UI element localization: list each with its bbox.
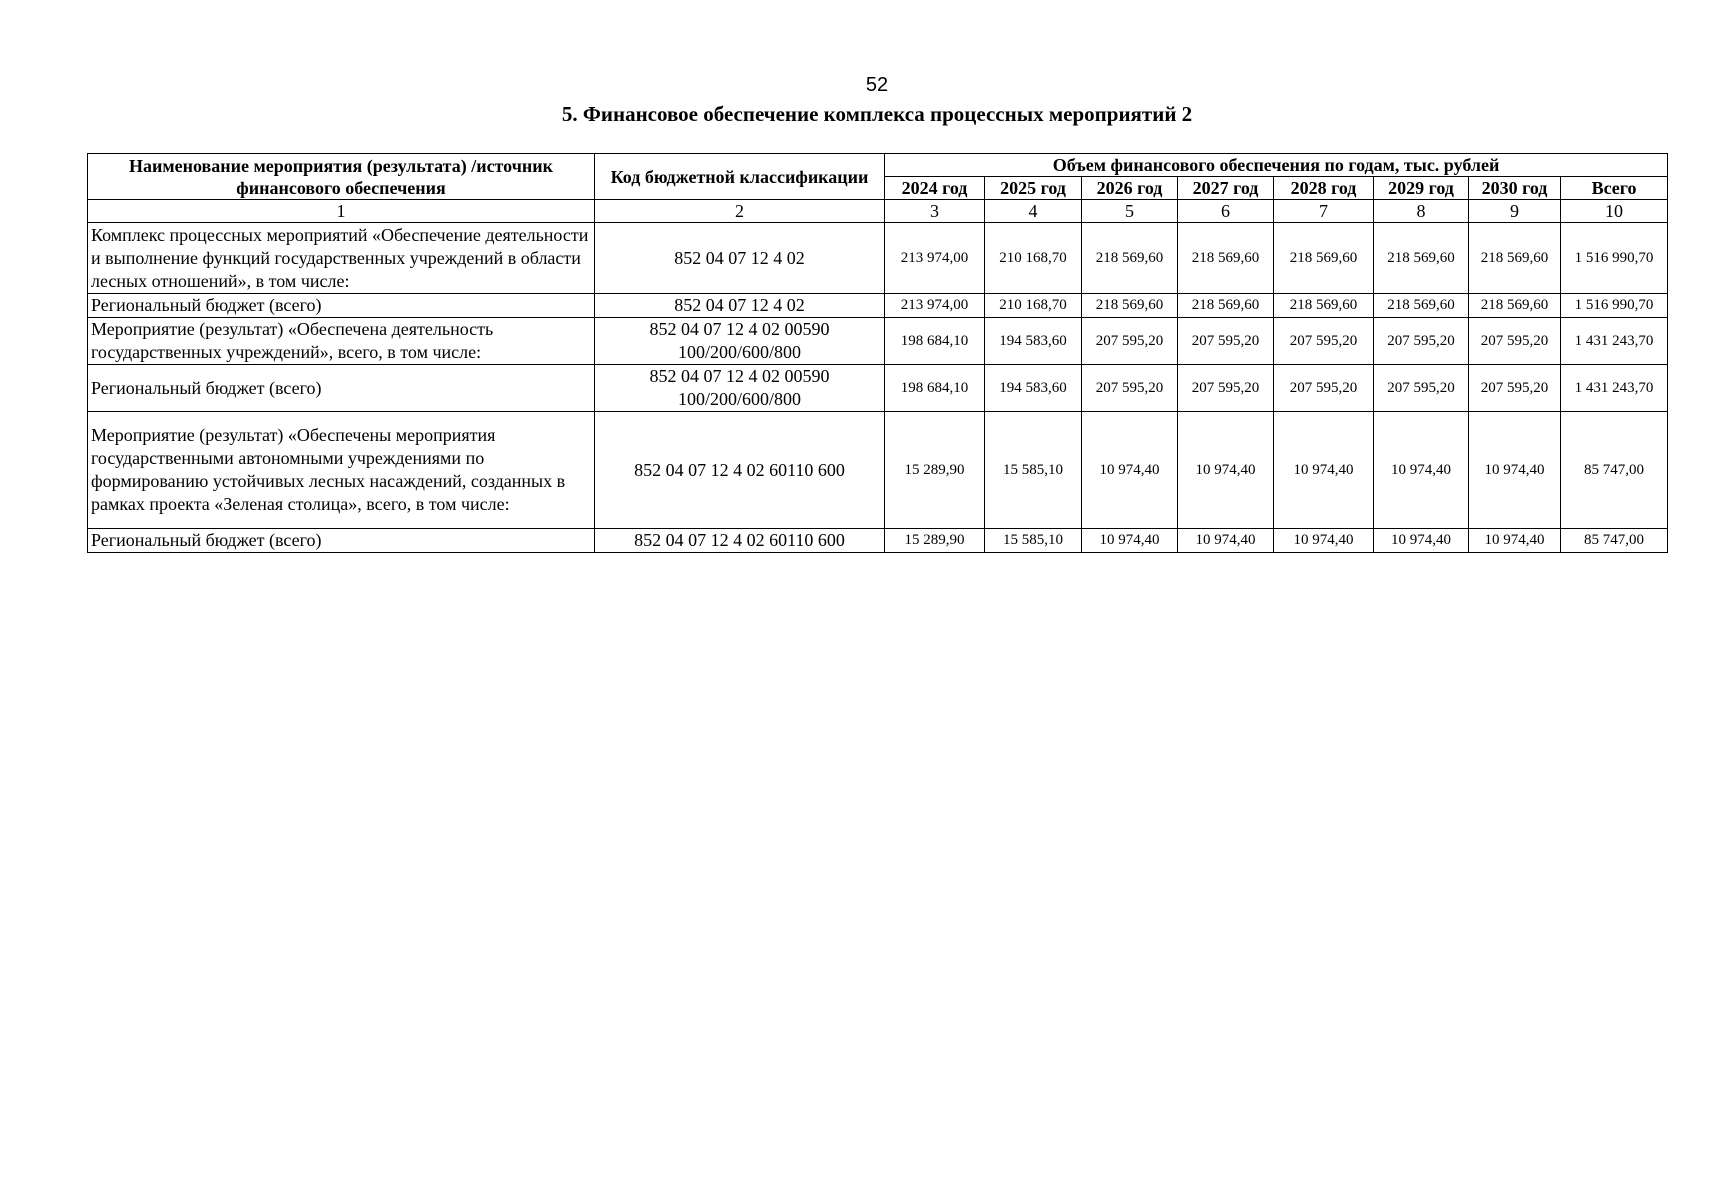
row-code: 852 04 07 12 4 02	[595, 294, 885, 318]
row-value: 218 569,60	[1469, 294, 1561, 318]
row-total: 1 516 990,70	[1561, 223, 1668, 294]
table-row	[88, 223, 1668, 294]
row-value: 10 974,40	[1274, 412, 1374, 529]
row-value: 10 974,40	[1178, 529, 1274, 553]
row-value: 15 289,90	[885, 412, 985, 529]
column-index: 5	[1082, 200, 1178, 223]
header-row-top	[88, 154, 1668, 177]
table-row	[88, 529, 1668, 553]
row-value: 218 569,60	[1374, 223, 1469, 294]
row-value: 207 595,20	[1274, 365, 1374, 412]
row-total: 1 516 990,70	[1561, 294, 1668, 318]
financing-table	[87, 153, 1668, 553]
row-name: Региональный бюджет (всего)	[88, 294, 595, 318]
section-title: 5. Финансовое обеспечение комплекса процессных мероприятий 2	[561, 102, 1193, 126]
column-index: 10	[1561, 200, 1668, 223]
row-value: 198 684,10	[885, 318, 985, 365]
row-code: 852 04 07 12 4 02 00590 100/200/600/800	[595, 365, 885, 412]
column-index: 1	[88, 200, 595, 223]
row-name: Мероприятие (результат) «Обеспечена деятельность государственных учреждений», всего, в том числе:	[88, 318, 595, 365]
row-value: 210 168,70	[985, 294, 1082, 318]
row-value: 207 595,20	[1374, 318, 1469, 365]
column-index: 6	[1178, 200, 1274, 223]
row-value: 207 595,20	[1178, 318, 1274, 365]
row-value: 218 569,60	[1274, 294, 1374, 318]
row-code: 852 04 07 12 4 02 60110 600	[595, 412, 885, 529]
row-value: 10 974,40	[1374, 529, 1469, 553]
row-value: 207 595,20	[1469, 365, 1561, 412]
row-code: 852 04 07 12 4 02 60110 600	[595, 529, 885, 553]
row-value: 10 974,40	[1469, 529, 1561, 553]
header-total: Всего	[1561, 177, 1668, 200]
row-value: 10 974,40	[1274, 529, 1374, 553]
header-year: 2025 год	[985, 177, 1082, 200]
header-year: 2027 год	[1178, 177, 1274, 200]
table-row	[88, 365, 1668, 412]
row-name: Региональный бюджет (всего)	[88, 529, 595, 553]
row-value: 207 595,20	[1178, 365, 1274, 412]
row-value: 10 974,40	[1374, 412, 1469, 529]
header-year: 2029 год	[1374, 177, 1469, 200]
row-name: Комплекс процессных мероприятий «Обеспечение деятельности и выполнение функций государственных учреждений в области лесных отношений», в том числе:	[88, 223, 595, 294]
row-value: 10 974,40	[1082, 412, 1178, 529]
row-total: 1 431 243,70	[1561, 365, 1668, 412]
row-value: 210 168,70	[985, 223, 1082, 294]
row-value: 15 585,10	[985, 412, 1082, 529]
header-year: 2026 год	[1082, 177, 1178, 200]
row-value: 218 569,60	[1082, 294, 1178, 318]
row-name: Региональный бюджет (всего)	[88, 365, 595, 412]
page-number: 52	[865, 74, 889, 96]
row-name: Мероприятие (результат) «Обеспечены мероприятия государственными автономными учреждениями по формированию устойчивых лесных насаждений, созданных в рамках проекта «Зеленая столица», всего, в том числе:	[88, 412, 595, 529]
row-value: 213 974,00	[885, 294, 985, 318]
row-value: 207 595,20	[1469, 318, 1561, 365]
header-year: 2024 год	[885, 177, 985, 200]
row-value: 207 595,20	[1082, 365, 1178, 412]
row-value: 218 569,60	[1374, 294, 1469, 318]
row-value: 218 569,60	[1178, 294, 1274, 318]
row-value: 198 684,10	[885, 365, 985, 412]
row-code: 852 04 07 12 4 02	[595, 223, 885, 294]
header-year: 2030 год	[1469, 177, 1561, 200]
table-row	[88, 294, 1668, 318]
row-value: 10 974,40	[1469, 412, 1561, 529]
table-row	[88, 318, 1668, 365]
column-index: 7	[1274, 200, 1374, 223]
row-total: 85 747,00	[1561, 412, 1668, 529]
row-value: 207 595,20	[1274, 318, 1374, 365]
header-code: Код бюджетной классификации	[595, 154, 885, 200]
row-value: 218 569,60	[1178, 223, 1274, 294]
header-name: Наименование мероприятия (результата) /источник финансового обеспечения	[88, 154, 595, 200]
column-index: 3	[885, 200, 985, 223]
row-value: 15 289,90	[885, 529, 985, 553]
header-volume-group: Объем финансового обеспечения по годам, тыс. рублей	[885, 154, 1668, 177]
row-value: 10 974,40	[1178, 412, 1274, 529]
column-index-row	[88, 200, 1668, 223]
column-index: 9	[1469, 200, 1561, 223]
row-value: 15 585,10	[985, 529, 1082, 553]
row-value: 213 974,00	[885, 223, 985, 294]
row-total: 1 431 243,70	[1561, 318, 1668, 365]
row-value: 194 583,60	[985, 318, 1082, 365]
row-value: 207 595,20	[1082, 318, 1178, 365]
column-index: 2	[595, 200, 885, 223]
row-value: 218 569,60	[1082, 223, 1178, 294]
header-year: 2028 год	[1274, 177, 1374, 200]
row-value: 194 583,60	[985, 365, 1082, 412]
row-total: 85 747,00	[1561, 529, 1668, 553]
row-value: 10 974,40	[1082, 529, 1178, 553]
column-index: 4	[985, 200, 1082, 223]
table-row	[88, 412, 1668, 529]
row-value: 218 569,60	[1274, 223, 1374, 294]
column-index: 8	[1374, 200, 1469, 223]
row-value: 218 569,60	[1469, 223, 1561, 294]
row-value: 207 595,20	[1374, 365, 1469, 412]
row-code: 852 04 07 12 4 02 00590 100/200/600/800	[595, 318, 885, 365]
